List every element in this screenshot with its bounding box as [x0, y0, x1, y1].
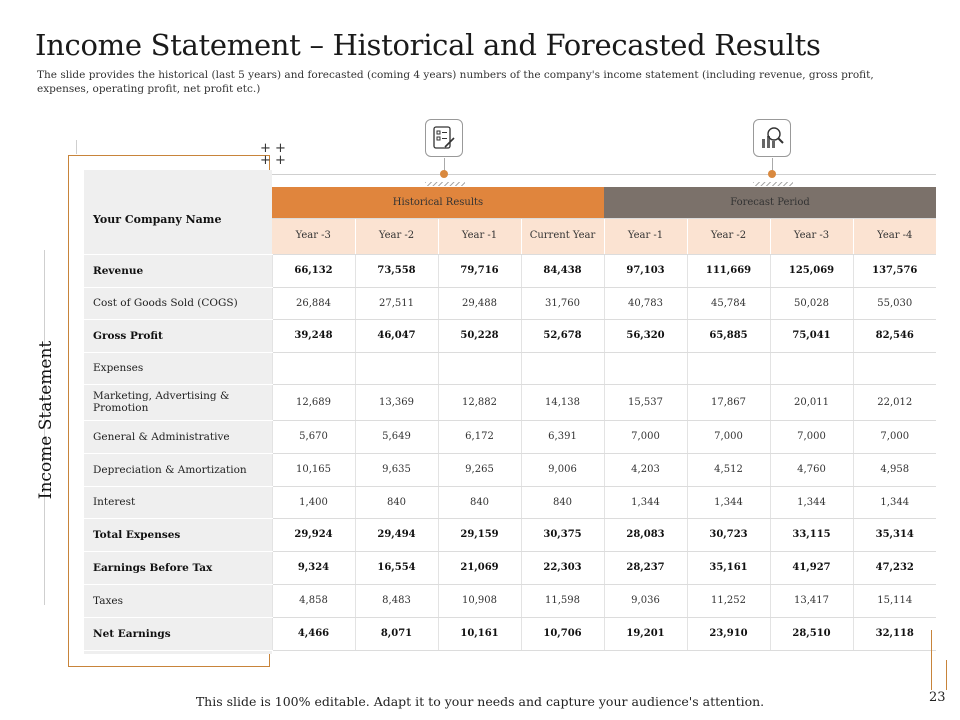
- table-cell: 28,237: [604, 551, 687, 584]
- table-cell: 7,000: [853, 420, 936, 453]
- table-cell: 75,041: [770, 319, 853, 352]
- table-cell: 16,554: [355, 551, 438, 584]
- group-header-row: [84, 187, 936, 218]
- table-cell: 35,314: [853, 518, 936, 551]
- connector-dot: [440, 170, 448, 178]
- table-cell: 66,132: [272, 254, 355, 287]
- table-row: [84, 319, 936, 352]
- table-row: [84, 486, 936, 518]
- table-cell: 50,228: [438, 319, 521, 352]
- table-cell: 840: [438, 486, 521, 518]
- row-label: Revenue: [84, 254, 272, 287]
- table-cell: 1,400: [272, 486, 355, 518]
- row-label: Earnings Before Tax: [84, 551, 272, 584]
- table-cell: 1,344: [687, 486, 770, 518]
- table-cell: 15,537: [604, 384, 687, 420]
- row-label: Marketing, Advertising & Promotion: [84, 384, 272, 420]
- hatch-decoration: [753, 182, 793, 186]
- table-cell: 1,344: [604, 486, 687, 518]
- table-row: [84, 287, 936, 319]
- year-header-cell: Year -3: [770, 218, 853, 254]
- table-cell: 1,344: [853, 486, 936, 518]
- table-cell: 27,511: [355, 287, 438, 319]
- table-cell: 50,028: [770, 287, 853, 319]
- table-cell: [521, 352, 604, 384]
- table-cell: 840: [355, 486, 438, 518]
- hatch-decoration: [425, 182, 465, 186]
- row-label: Taxes: [84, 584, 272, 617]
- table-cell: 6,172: [438, 420, 521, 453]
- plus-marks-top: + +: [260, 141, 286, 156]
- table-cell: 52,678: [521, 319, 604, 352]
- table-cell: 4,466: [272, 617, 355, 650]
- decorative-line: [272, 174, 936, 175]
- table-cell: 30,723: [687, 518, 770, 551]
- year-header-cell: Year -1: [604, 218, 687, 254]
- table-cell: 33,115: [770, 518, 853, 551]
- table-cell: 4,512: [687, 453, 770, 486]
- analytics-magnifier-icon: [753, 119, 791, 157]
- table-cell: 10,706: [521, 617, 604, 650]
- table-cell: 9,324: [272, 551, 355, 584]
- table-cell: [272, 352, 355, 384]
- table-row: [84, 551, 936, 584]
- table-cell: 12,882: [438, 384, 521, 420]
- table-cell: 4,958: [853, 453, 936, 486]
- table-cell: 56,320: [604, 319, 687, 352]
- table-cell: 35,161: [687, 551, 770, 584]
- year-header-cell: Year -2: [687, 218, 770, 254]
- table-cell: 40,783: [604, 287, 687, 319]
- table-cell: 79,716: [438, 254, 521, 287]
- row-label: General & Administrative: [84, 420, 272, 453]
- decorative-line: [946, 660, 947, 690]
- table-row: [84, 518, 936, 551]
- table-cell: 47,232: [853, 551, 936, 584]
- page-number: 23: [929, 690, 946, 705]
- table-cell: 17,867: [687, 384, 770, 420]
- table-cell: 45,784: [687, 287, 770, 319]
- table-cell: 46,047: [355, 319, 438, 352]
- table-cell: 10,165: [272, 453, 355, 486]
- decorative-line: [76, 140, 77, 154]
- table-cell: 26,884: [272, 287, 355, 319]
- table-cell: 22,303: [521, 551, 604, 584]
- table-cell: 125,069: [770, 254, 853, 287]
- forecast-period-header: Forecast Period: [604, 187, 936, 218]
- table-cell: [853, 352, 936, 384]
- table-cell: 5,670: [272, 420, 355, 453]
- table-cell: 19,201: [604, 617, 687, 650]
- table-cell: 8,071: [355, 617, 438, 650]
- table-cell: 15,114: [853, 584, 936, 617]
- table-cell: 8,483: [355, 584, 438, 617]
- table-cell: 29,159: [438, 518, 521, 551]
- table-cell: 10,161: [438, 617, 521, 650]
- table-cell: 21,069: [438, 551, 521, 584]
- table-cell: 9,036: [604, 584, 687, 617]
- table-cell: 28,510: [770, 617, 853, 650]
- table-cell: 13,417: [770, 584, 853, 617]
- year-header-cell: Current Year: [521, 218, 604, 254]
- table-cell: 41,927: [770, 551, 853, 584]
- table-cell: 5,649: [355, 420, 438, 453]
- historical-results-header: Historical Results: [272, 187, 604, 218]
- row-label: Expenses: [84, 352, 272, 384]
- table-cell: 65,885: [687, 319, 770, 352]
- table-cell: 55,030: [853, 287, 936, 319]
- year-header-cell: Year -3: [272, 218, 355, 254]
- table-cell: 13,369: [355, 384, 438, 420]
- table-cell: 137,576: [853, 254, 936, 287]
- table-cell: 20,011: [770, 384, 853, 420]
- page-title: Income Statement – Historical and Forecasted Results: [35, 28, 821, 62]
- table-row: [84, 617, 936, 650]
- table-row: [84, 584, 936, 617]
- table-cell: 7,000: [687, 420, 770, 453]
- table-cell: 7,000: [604, 420, 687, 453]
- table-cell: 9,265: [438, 453, 521, 486]
- table-cell: 9,635: [355, 453, 438, 486]
- row-label: Net Earnings: [84, 617, 272, 650]
- table-cell: 39,248: [272, 319, 355, 352]
- table-cell: 840: [521, 486, 604, 518]
- table-cell: 9,006: [521, 453, 604, 486]
- table-cell: 4,858: [272, 584, 355, 617]
- table-cell: [604, 352, 687, 384]
- table-cell: 11,252: [687, 584, 770, 617]
- row-label: Total Expenses: [84, 518, 272, 551]
- table-cell: 84,438: [521, 254, 604, 287]
- table-cell: 22,012: [853, 384, 936, 420]
- plus-marks-bottom: + +: [260, 153, 286, 168]
- company-name-label: Your Company Name: [84, 187, 272, 254]
- row-label: Interest: [84, 486, 272, 518]
- year-header-cell: Year -1: [438, 218, 521, 254]
- table-cell: 6,391: [521, 420, 604, 453]
- table-cell: 29,494: [355, 518, 438, 551]
- table-cell: 23,910: [687, 617, 770, 650]
- table-cell: 14,138: [521, 384, 604, 420]
- footer-note: This slide is 100% editable. Adapt it to your needs and capture your audience's attention.: [195, 694, 765, 709]
- table-row: [84, 352, 936, 384]
- table-row: [84, 254, 936, 287]
- row-label: Cost of Goods Sold (COGS): [84, 287, 272, 319]
- connector-dot: [768, 170, 776, 178]
- table-cell: 97,103: [604, 254, 687, 287]
- table-cell: 4,203: [604, 453, 687, 486]
- side-label: Income Statement: [36, 340, 56, 500]
- table-cell: 12,689: [272, 384, 355, 420]
- table-row: [84, 420, 936, 453]
- page-subtitle: The slide provides the historical (last 5 years) and forecasted (coming 4 years) numbers of the company's income statement (including revenue, gross profit, expenses, operating profit, net profit etc.): [37, 69, 874, 95]
- table-row: [84, 453, 936, 486]
- table-cell: 28,083: [604, 518, 687, 551]
- table-cell: 10,908: [438, 584, 521, 617]
- table-cell: 30,375: [521, 518, 604, 551]
- table-cell: 32,118: [853, 617, 936, 650]
- table-cell: 29,488: [438, 287, 521, 319]
- table-cell: 29,924: [272, 518, 355, 551]
- year-header-cell: Year -4: [853, 218, 936, 254]
- decorative-line: [931, 630, 932, 690]
- table-row: [84, 384, 936, 420]
- table-cell: 82,546: [853, 319, 936, 352]
- row-label: Gross Profit: [84, 319, 272, 352]
- table-cell: 31,760: [521, 287, 604, 319]
- row-label: Depreciation & Amortization: [84, 453, 272, 486]
- table-cell: 1,344: [770, 486, 853, 518]
- table-cell: [770, 352, 853, 384]
- table-cell: [687, 352, 770, 384]
- table-cell: [355, 352, 438, 384]
- income-statement-table: [84, 187, 936, 651]
- table-cell: 4,760: [770, 453, 853, 486]
- table-cell: 7,000: [770, 420, 853, 453]
- checklist-icon: [425, 119, 463, 157]
- table-cell: 111,669: [687, 254, 770, 287]
- table-cell: 73,558: [355, 254, 438, 287]
- table-cell: [438, 352, 521, 384]
- table-cell: 11,598: [521, 584, 604, 617]
- year-header-cell: Year -2: [355, 218, 438, 254]
